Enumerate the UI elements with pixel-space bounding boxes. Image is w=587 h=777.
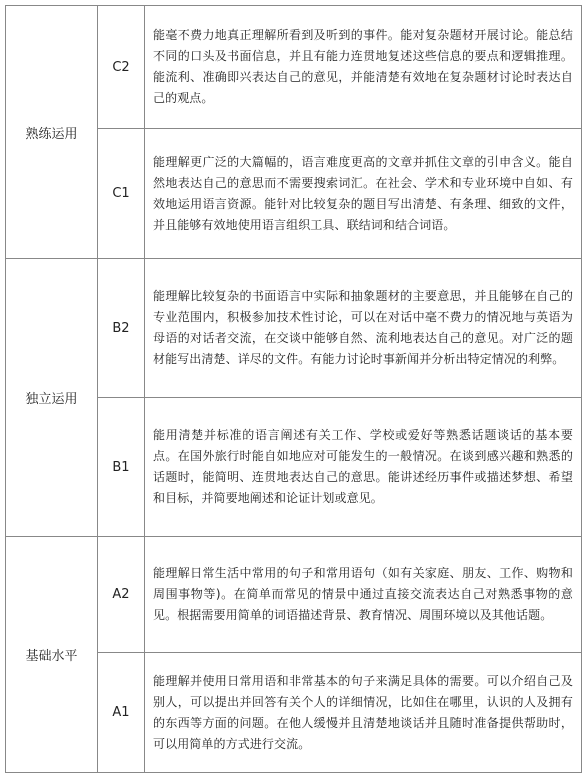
table-row [6,259,582,398]
level-description-c1: 能理解更广泛的大篇幅的，语言难度更高的文章并抓住文章的引申含义。能自然地表达自己的意思而不需要搜索词汇。在社会、学术和专业环境中自如、有效地运用语言资源。能针对比较复杂的题目写出清楚、有条理、细致的文件，并且能够有效地使用语言组织工具、联结词和结合词语。 [145,129,582,259]
level-code-c1: C1 [98,129,145,259]
level-description-a1: 能理解并使用日常用语和非常基本的句子来满足具体的需要。可以介绍自己及别人，可以提出并回答有关个人的详细情况，比如住在哪里，认识的人及拥有的东西等方面的问题。在他人缓慢并且清楚地谈话并且随时准备提供帮助时，可以用简单的方式进行交流。 [145,653,582,773]
level-description-b2: 能理解比较复杂的书面语言中实际和抽象题材的主要意思，并且能够在自己的专业范围内，积极参加技术性讨论，可以在对话中毫不费力的情况地与英语为母语的对话者交流，在交谈中能够自然、流利地表达自己的意见。对广泛的题材能写出清楚、详尽的文件。有能力讨论时事新闻并分析出特定情况的利弊。 [145,259,582,398]
level-code-c2: C2 [98,6,145,129]
table-row [6,6,582,129]
group-label-proficient: 熟练运用 [6,6,98,259]
level-code-b1: B1 [98,398,145,537]
level-code-a2: A2 [98,537,145,653]
level-description-b1: 能用清楚并标准的语言阐述有关工作、学校或爱好等熟悉话题谈话的基本要点。在国外旅行时能自如地应对可能发生的一般情况。在谈到感兴趣和熟悉的话题时，能简明、连贯地表达自己的意思。能讲述经历事件或描述梦想、希望和目标，并简要地阐述和论证计划或意见。 [145,398,582,537]
level-code-a1: A1 [98,653,145,773]
level-description-c2: 能毫不费力地真正理解所看到及听到的事件。能对复杂题材开展讨论。能总结不同的口头及书面信息，并且有能力连贯地复述这些信息的要点和逻辑推理。能流利、准确即兴表达自己的意见，并能清楚有效地在复杂题材讨论时表达自己的观点。 [145,6,582,129]
proficiency-levels-table [5,5,582,773]
group-label-basic: 基础水平 [6,537,98,773]
group-label-independent: 独立运用 [6,259,98,537]
level-code-b2: B2 [98,259,145,398]
level-description-a2: 能理解日常生活中常用的句子和常用语句（如有关家庭、朋友、工作、购物和周围事物等)。在简单而常见的情景中通过直接交流表达自己对熟悉事物的意见。根据需要用简单的词语描述背景、教育情况、周围环境以及其他话题。 [145,537,582,653]
table-row [6,537,582,653]
